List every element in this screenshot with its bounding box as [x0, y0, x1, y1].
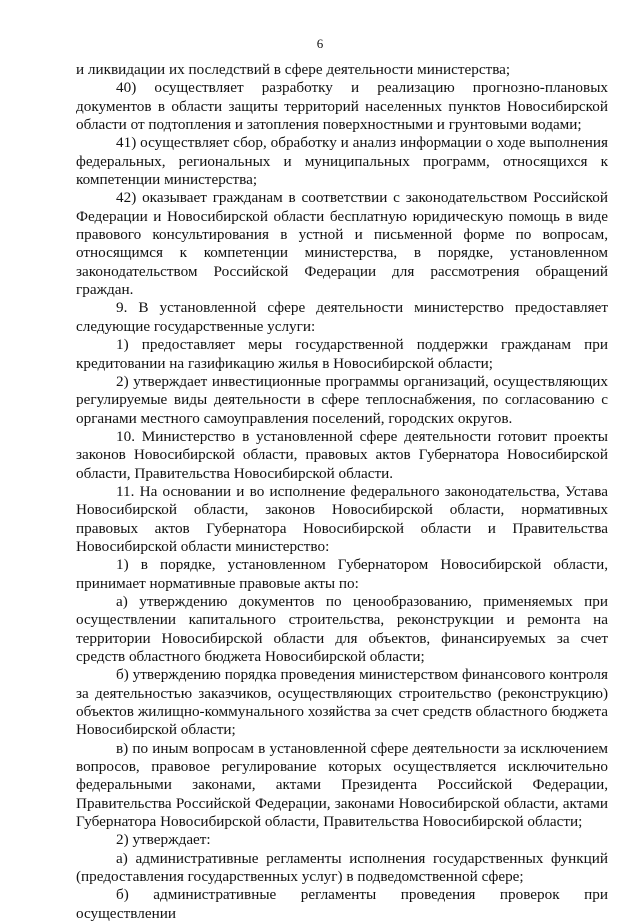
paragraph-subitem-v: в) по иным вопросам в установленной сфере деятельности за исключением вопросов, правовое регулирование которых осуществляется исключительно федеральными законами, актами Президента Российской Федерации, Правительства Российской Федерации, законами Новосибирской области, актами Губернатора Новосибирской области, Правительства Новосибирской области; [76, 739, 608, 831]
paragraph-section-9-item-1: 1) предоставляет меры государственной поддержки гражданам при кредитовании на газификацию жилья в Новосибирской области; [76, 336, 608, 372]
document-body [76, 61, 608, 923]
paragraph-section-11-item-2: 2) утверждает: [116, 831, 211, 849]
paragraph-section-9: 9. В установленной сфере деятельности министерство предоставляет следующие государственные услуги: [76, 299, 608, 335]
paragraph-subitem-a: а) утверждению документов по ценообразованию, применяемых при осуществлении капитального строительства, реконструкции и ремонта на территории Новосибирской области для объектов, финансируемых за счет средств областного бюджета Новосибирской области; [76, 592, 608, 665]
paragraph-subitem-b: б) утверждению порядка проведения министерством финансового контроля за деятельностью заказчиков, осуществляющих строительство (реконструкцию) объектов жилищно-коммунального хозяйства за счет средств областного бюджета Новосибирской области; [76, 666, 608, 739]
paragraph-item-2-subitem-a: а) административные регламенты исполнения государственных функций (предоставления государственных услуг) в подведомственной сфере; [76, 849, 608, 886]
paragraph-section-11-item-1: 1) в порядке, установленном Губернатором Новосибирской области, принимает нормативные правовые акты по: [76, 556, 608, 592]
paragraph-item-41: 41) осуществляет сбор, обработку и анализ информации о ходе выполнения федеральных, региональных и муниципальных программ, относящихся к компетенции министерства; [76, 134, 608, 189]
paragraph-continuation: и ликвидации их последствий в сфере деятельности министерства; [76, 61, 511, 78]
paragraph-item-42: 42) оказывает гражданам в соответствии с законодательством Российской Федерации и Новосибирской области бесплатную юридическую помощь в виде правового консультирования в устной и письменной форме по вопросам, относящимся к компетенции министерства, в порядке, установленном законодательством Российской Федерации для рассмотрения обращений граждан. [76, 189, 608, 299]
page-number: 6 [316, 36, 324, 51]
paragraph-item-40: 40) осуществляет разработку и реализацию прогнозно-плановых документов в области защиты территорий населенных пунктов Новосибирской области от подтопления и затопления поверхностными и грунтовыми водами; [76, 79, 608, 134]
paragraph-section-10: 10. Министерство в установленной сфере деятельности готовит проекты законов Новосибирской области, правовых актов Губернатора Новосибирской области, Правительства Новосибирской области. [76, 427, 608, 482]
paragraph-section-9-item-2: 2) утверждает инвестиционные программы организаций, осуществляющих регулируемые виды деятельности в сфере теплоснабжения, по согласованию с органами местного самоуправления поселений, городских округов. [76, 372, 608, 427]
paragraph-item-2-subitem-b: б) административные регламенты проведения проверок при осуществлении [76, 886, 608, 922]
paragraph-section-11: 11. На основании и во исполнение федерального законодательства, Устава Новосибирской области, законов Новосибирской области, нормативных правовых актов Губернатора Новосибирской области и Правительства Новосибирской области министерство: [76, 482, 608, 555]
